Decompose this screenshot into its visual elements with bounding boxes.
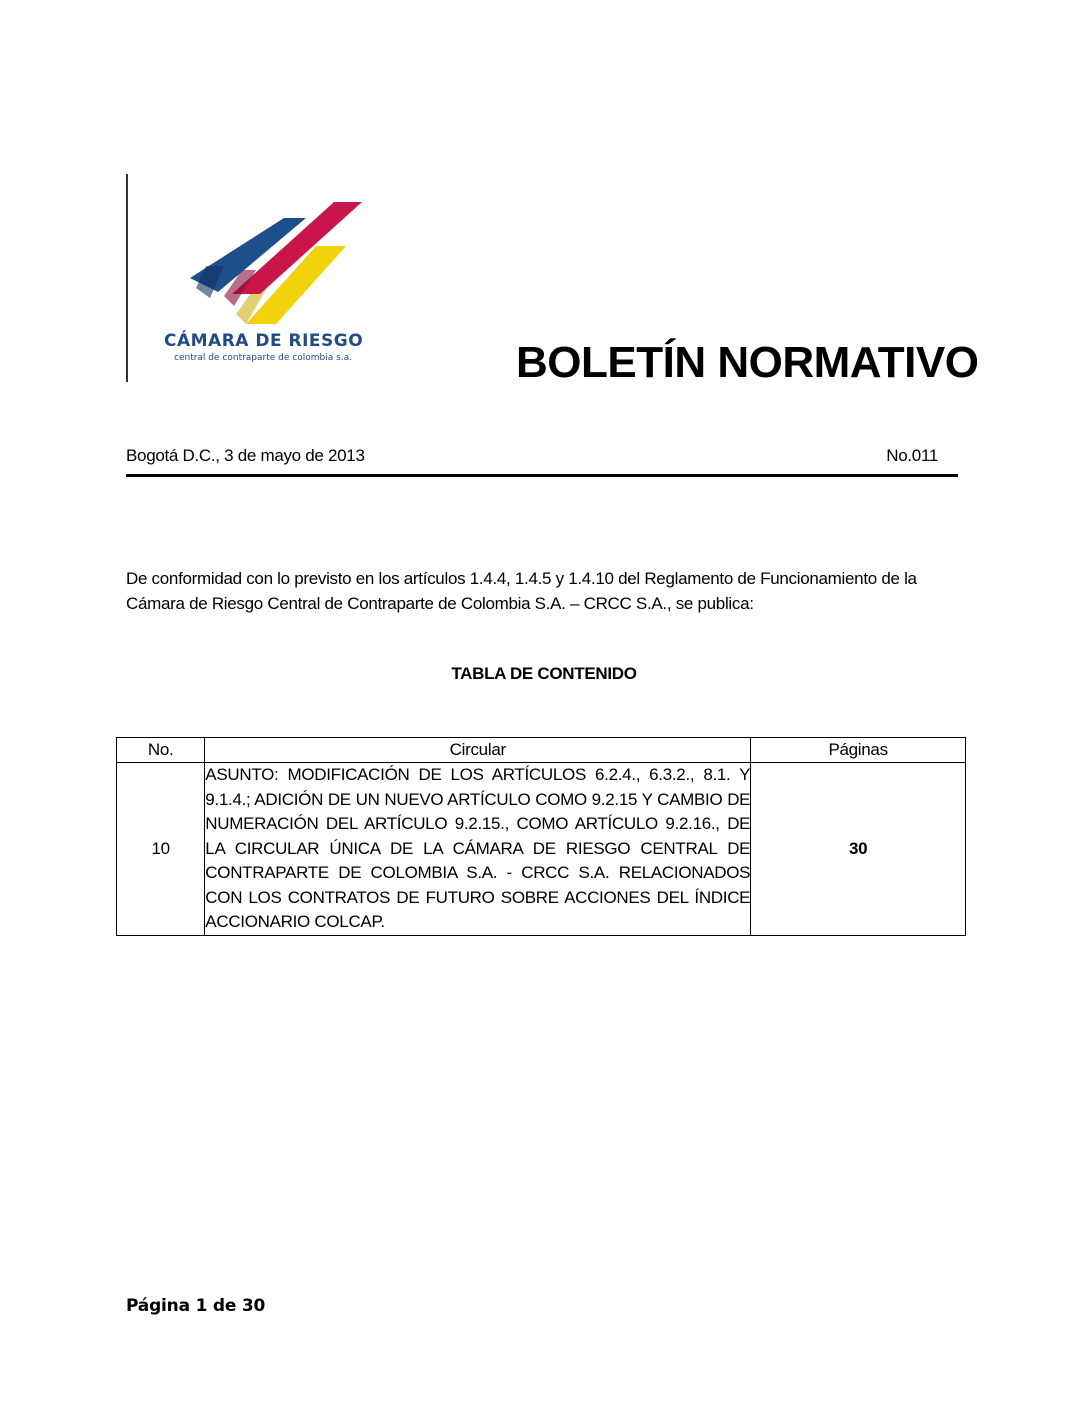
toc-header-paginas: Páginas xyxy=(751,738,966,763)
toc-header-row xyxy=(117,738,966,763)
toc-header-no: No. xyxy=(117,738,205,763)
toc-title: TABLA DE CONTENIDO xyxy=(451,664,637,683)
toc-cell-paginas: 30 xyxy=(751,763,966,936)
bulletin-number: No.011 xyxy=(886,446,938,465)
company-logo xyxy=(126,174,406,382)
toc-header-circular: Circular xyxy=(205,738,751,763)
bulletin-title: BOLETÍN NORMATIVO xyxy=(516,338,979,387)
header-rule xyxy=(126,474,958,477)
page-number: Página 1 de 30 xyxy=(126,1296,266,1316)
toc-cell-circular: ASUNTO: MODIFICACIÓN DE LOS ARTÍCULOS 6.2.4., 6.3.2., 8.1. Y 9.1.4.; ADICIÓN DE UN NUEVO ARTÍCULO COMO 9.2.15 Y CAMBIO DE NUMERACIÓN DEL ARTÍCULO 9.2.15., COMO ARTÍCULO 9.2.16., DE LA CIRCULAR ÚNICA DE LA CÁMARA DE RIESGO CENTRAL DE CONTRAPARTE DE COLOMBIA S.A. - CRCC S.A. RELACIONADOS CON LOS CONTRATOS DE FUTURO SOBRE ACCIONES DEL ÍNDICE ACCIONARIO COLCAP. xyxy=(205,763,751,936)
table-row xyxy=(117,763,966,936)
intro-paragraph: De conformidad con lo previsto en los artículos 1.4.4, 1.4.5 y 1.4.10 del Reglamento de Funcionamiento de la Cámara de Riesgo Central de Contraparte de Colombia S.A. – CRCC S.A., se publica: xyxy=(126,569,917,613)
logo-tagline: central de contraparte de colombia s.a. xyxy=(174,353,353,363)
toc-cell-no: 10 xyxy=(117,763,205,936)
bulletin-meta xyxy=(126,446,938,470)
logo-mark xyxy=(126,174,406,382)
toc-table xyxy=(116,737,966,936)
bulletin-date: Bogotá D.C., 3 de mayo de 2013 xyxy=(126,446,365,465)
logo-wordmark: CÁMARA DE RIESGO xyxy=(164,331,364,351)
